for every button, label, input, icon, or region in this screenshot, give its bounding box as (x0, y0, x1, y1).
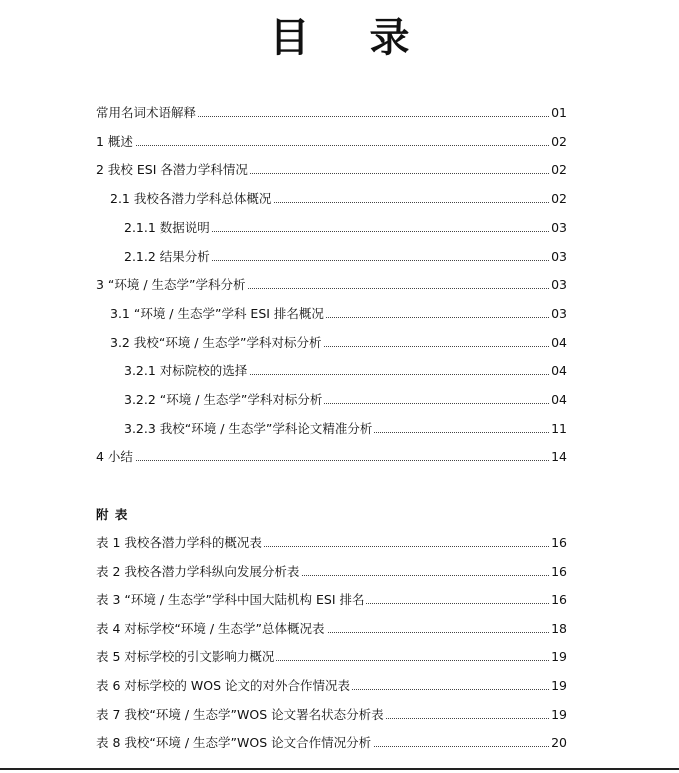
toc-title: 3.2.3 我校“环境 / 生态学”学科论文精准分析 (124, 419, 374, 439)
toc-entry[interactable] (0, 361, 679, 381)
toc-title: 2.1.2 结果分析 (124, 247, 212, 267)
toc-page-number: 02 (549, 160, 567, 180)
toc-title: 3.2.2 “环境 / 生态学”学科对标分析 (124, 390, 324, 410)
toc-title: 3.2.1 对标院校的选择 (124, 361, 249, 381)
appendix-table-entry[interactable] (0, 733, 679, 753)
toc-entry[interactable] (0, 218, 679, 238)
toc-entry[interactable] (0, 275, 679, 295)
toc-page-number: 11 (549, 419, 567, 439)
toc-entry[interactable] (0, 304, 679, 324)
toc-entry[interactable] (0, 390, 679, 410)
appendix-table-page-number: 19 (549, 676, 567, 696)
toc-page-number: 04 (549, 390, 567, 410)
appendix-table-title: 表 4 对标学校“环境 / 生态学”总体概况表 (96, 619, 327, 639)
toc-page-number: 03 (549, 304, 567, 324)
leader-dots (96, 145, 553, 146)
appendix-table-page-number: 19 (549, 647, 567, 667)
toc-title: 2 我校 ESI 各潜力学科情况 (96, 160, 250, 180)
appendix-heading: 附 表 (96, 507, 129, 522)
appendix-table-entry[interactable] (0, 533, 679, 553)
toc-entry[interactable] (0, 160, 679, 180)
appendix-table-title: 表 8 我校“环境 / 生态学”WOS 论文合作情况分析 (96, 733, 373, 753)
appendix-table-page-number: 16 (549, 533, 567, 553)
appendix-table-page-number: 20 (549, 733, 567, 753)
toc-entry[interactable] (0, 447, 679, 467)
appendix-table-title: 表 3 “环境 / 生态学”学科中国大陆机构 ESI 排名 (96, 590, 366, 610)
appendix-table-entry[interactable] (0, 590, 679, 610)
toc-title: 2.1.1 数据说明 (124, 218, 212, 238)
appendix-table-page-number: 16 (549, 562, 567, 582)
toc-page-number: 02 (549, 189, 567, 209)
appendix-table-title: 表 2 我校各潜力学科纵向发展分析表 (96, 562, 301, 582)
appendix-table-title: 表 7 我校“环境 / 生态学”WOS 论文署名状态分析表 (96, 705, 386, 725)
toc-title: 2.1 我校各潜力学科总体概况 (110, 189, 273, 209)
toc-page-number: 04 (549, 361, 567, 381)
appendix-table-entry[interactable] (0, 705, 679, 725)
toc-entry[interactable] (0, 103, 679, 123)
toc-page-number: 14 (549, 447, 567, 467)
leader-dots (96, 460, 553, 461)
toc-title: 3 “环境 / 生态学”学科分析 (96, 275, 248, 295)
toc-page-number: 04 (549, 333, 567, 353)
toc-entry[interactable] (0, 132, 679, 152)
appendix-table-entry[interactable] (0, 647, 679, 667)
appendix-table-entry[interactable] (0, 676, 679, 696)
toc-title: 3.2 我校“环境 / 生态学”学科对标分析 (110, 333, 323, 353)
appendix-table-page-number: 19 (549, 705, 567, 725)
toc-entry[interactable] (0, 333, 679, 353)
toc-page-number: 03 (549, 275, 567, 295)
toc-title: 3.1 “环境 / 生态学”学科 ESI 排名概况 (110, 304, 326, 324)
toc-title: 1 概述 (96, 132, 135, 152)
appendix-table-entry[interactable] (0, 562, 679, 582)
toc-entry[interactable] (0, 247, 679, 267)
appendix-table-page-number: 16 (549, 590, 567, 610)
toc-page-number: 01 (549, 103, 567, 123)
page-title (0, 6, 679, 63)
toc-entry[interactable] (0, 189, 679, 209)
toc-page-number: 03 (549, 247, 567, 267)
title-char-1: 目 (269, 15, 310, 61)
bottom-rule (0, 768, 679, 770)
toc-page-number: 02 (549, 132, 567, 152)
toc-title: 4 小结 (96, 447, 135, 467)
appendix-table-title: 表 1 我校各潜力学科的概况表 (96, 533, 264, 553)
appendix-table-entry[interactable] (0, 619, 679, 639)
appendix-table-page-number: 18 (549, 619, 567, 639)
appendix-table-title: 表 6 对标学校的 WOS 论文的对外合作情况表 (96, 676, 352, 696)
title-char-2: 录 (369, 15, 410, 61)
toc-title: 常用名词术语解释 (96, 103, 198, 123)
appendix-table-title: 表 5 对标学校的引文影响力概况 (96, 647, 276, 667)
toc-entry[interactable] (0, 419, 679, 439)
toc-page-number: 03 (549, 218, 567, 238)
